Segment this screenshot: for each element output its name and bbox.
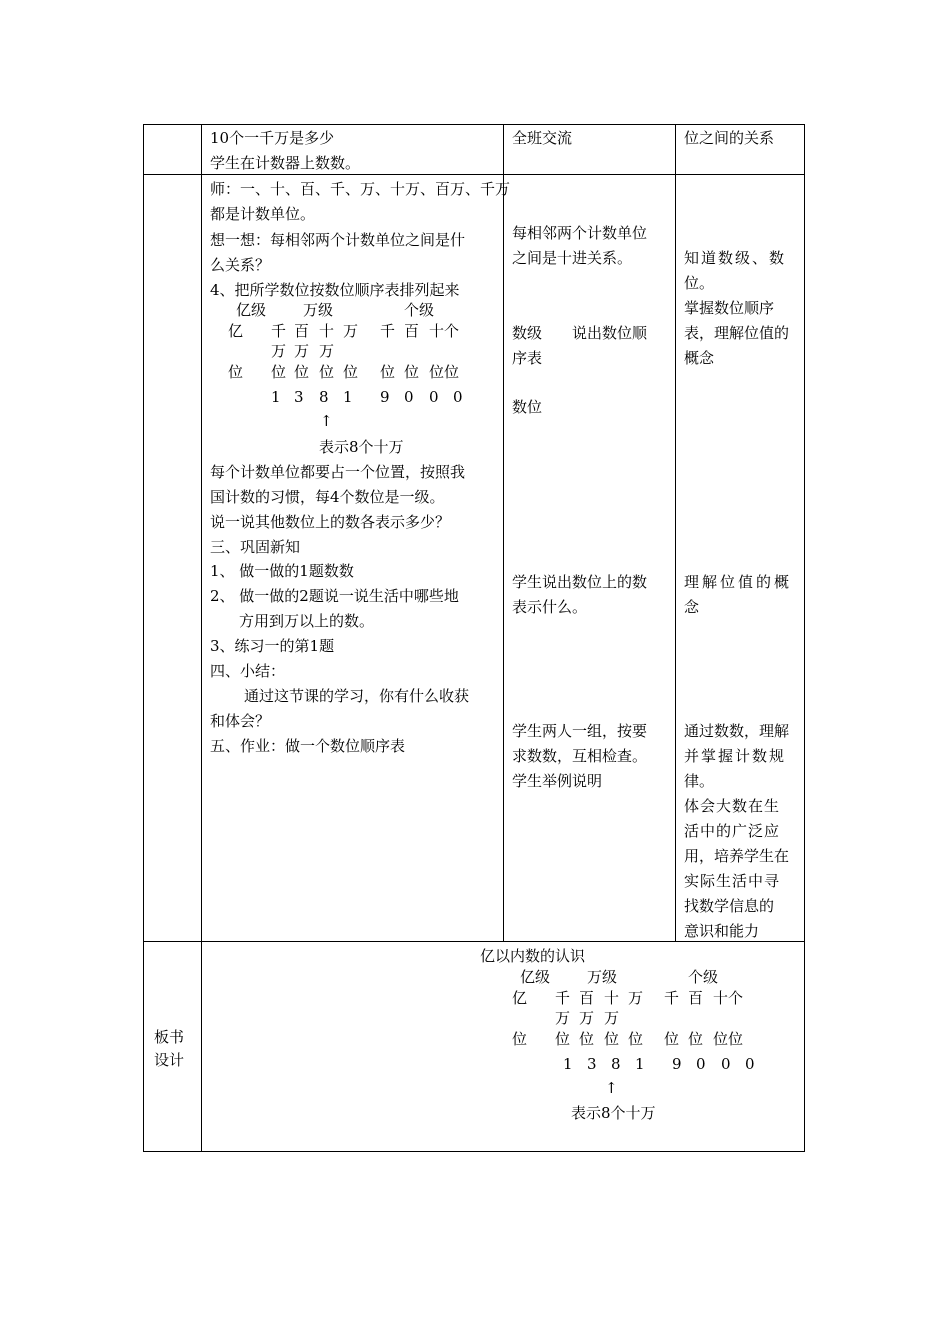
table-border-left <box>143 124 144 1152</box>
content-line: 1、 做一做的1题数数 <box>210 562 354 580</box>
level-label: 万级 <box>303 301 334 319</box>
goal-line: 律。 <box>684 772 715 790</box>
content-line: 说一说其他数位上的数各表示多少？ <box>210 513 451 531</box>
table-border-top <box>143 124 805 125</box>
place-label: 位 <box>343 363 359 381</box>
place-label: 位 <box>319 363 335 381</box>
board-up-arrow-icon: ↑ <box>605 1079 618 1097</box>
activity-line: 学生两人一组，按要 <box>512 722 648 740</box>
digit: 9 <box>380 388 390 406</box>
activity-line: 数位 <box>512 398 543 416</box>
board-unit-label: 百 <box>688 989 704 1007</box>
content-line: 五、作业：做一个数位顺序表 <box>210 737 406 755</box>
content-line: 国计数的习惯，每4个数位是一级。 <box>210 488 445 506</box>
activity-line: 表示什么。 <box>512 598 588 616</box>
content-line: 2、 做一做的2题说一说生活中哪些地 <box>210 587 459 605</box>
row1-goal: 位之间的关系 <box>684 129 775 147</box>
activity-line: 学生说出数位上的数 <box>512 573 648 591</box>
digit: 0 <box>429 388 439 406</box>
board-level-label: 万级 <box>587 968 618 986</box>
unit-label: 十 <box>319 322 335 340</box>
digit: 0 <box>453 388 463 406</box>
unit-label: 万 <box>294 342 310 360</box>
place-label: 位 <box>404 363 420 381</box>
row-divider-1 <box>143 174 805 175</box>
board-place-label: 位 <box>688 1030 704 1048</box>
place-label: 位 <box>380 363 396 381</box>
content-line: 3、练习一的第1题 <box>210 637 335 655</box>
unit-label: 千 <box>380 322 396 340</box>
content-line: 和体会？ <box>210 712 271 730</box>
board-title: 亿以内数的认识 <box>480 947 586 965</box>
board-level-label: 亿级 <box>520 968 551 986</box>
activity-line: 序表 <box>512 349 543 367</box>
content-line: 都是计数单位。 <box>210 205 316 223</box>
board-unit-label: 万 <box>604 1009 620 1027</box>
goal-line: 用，培养学生在 <box>684 847 790 865</box>
board-digit: 9 <box>672 1055 682 1073</box>
level-label: 个级 <box>404 301 435 319</box>
goal-line: 知道数级、数 <box>684 249 787 267</box>
table-border-right <box>804 124 805 1152</box>
board-unit-label: 亿 <box>512 989 528 1007</box>
board-digit: 1 <box>635 1055 645 1073</box>
board-unit-label: 万 <box>555 1009 571 1027</box>
board-place-label: 位 <box>579 1030 595 1048</box>
activity-line: 之间是十进关系。 <box>512 249 633 267</box>
place-label: 位位 <box>429 363 460 381</box>
unit-label: 万 <box>343 322 359 340</box>
activity-line: 每相邻两个计数单位 <box>512 224 648 242</box>
up-arrow-icon: ↑ <box>320 412 333 430</box>
digit: 3 <box>294 388 304 406</box>
board-label: 设计 <box>154 1051 185 1069</box>
row1-content-line: 学生在计数器上数数。 <box>210 154 361 172</box>
board-unit-label: 千 <box>555 989 571 1007</box>
digit: 1 <box>271 388 281 406</box>
activity-line: 求数数，互相检查。 <box>512 747 648 765</box>
level-label: 亿级 <box>236 301 267 319</box>
board-unit-label: 万 <box>628 989 644 1007</box>
board-digit: 1 <box>563 1055 573 1073</box>
table-border-bottom <box>143 1151 805 1152</box>
board-label: 板书 <box>154 1028 185 1046</box>
content-line: 每个计数单位都要占一个位置，按照我 <box>210 463 466 481</box>
board-arrow-note: 表示8个十万 <box>571 1104 656 1122</box>
goal-line: 通过数数，理解 <box>684 722 790 740</box>
goal-line: 活中的广泛应 <box>684 822 781 840</box>
unit-label: 亿 <box>228 322 244 340</box>
board-digit: 0 <box>721 1055 731 1073</box>
unit-label: 百 <box>294 322 310 340</box>
row1-content-line: 10个一千万是多少 <box>210 129 335 147</box>
content-line: 三、巩固新知 <box>210 538 301 556</box>
goal-line: 并掌握计数规 <box>684 747 787 765</box>
board-place-label: 位 <box>628 1030 644 1048</box>
col-divider-3 <box>675 124 676 942</box>
unit-label: 万 <box>319 342 335 360</box>
activity-line: 数级 说出数位顺 <box>512 324 648 342</box>
goal-line: 找数学信息的 <box>684 897 775 915</box>
digit: 8 <box>319 388 329 406</box>
place-label: 位 <box>294 363 310 381</box>
place-label: 位 <box>271 363 287 381</box>
board-unit-label: 百 <box>579 989 595 1007</box>
digit: 1 <box>343 388 353 406</box>
goal-line: 位。 <box>684 274 715 292</box>
content-line: 4、把所学数位按数位顺序表排列起来 <box>210 281 460 299</box>
content-line: 四、小结： <box>210 662 286 680</box>
unit-label: 百 <box>404 322 420 340</box>
row-divider-2 <box>143 941 805 942</box>
board-unit-label: 十 <box>604 989 620 1007</box>
unit-label: 万 <box>271 342 287 360</box>
goal-line: 掌握数位顺序 <box>684 299 775 317</box>
board-unit-label: 万 <box>579 1009 595 1027</box>
content-line: 想一想：每相邻两个计数单位之间是什 <box>210 231 466 249</box>
board-place-label: 位 <box>604 1030 620 1048</box>
col-divider-1 <box>201 124 202 1152</box>
board-digit: 3 <box>587 1055 597 1073</box>
board-place-label: 位位 <box>713 1030 744 1048</box>
arrow-note: 表示8个十万 <box>319 438 404 456</box>
goal-line: 体会大数在生 <box>684 797 781 815</box>
board-digit: 8 <box>611 1055 621 1073</box>
goal-line: 实际生活中寻 <box>684 872 781 890</box>
board-place-label: 位 <box>664 1030 680 1048</box>
goal-line: 意识和能力 <box>684 922 760 940</box>
goal-line: 概念 <box>684 349 715 367</box>
content-line: 么关系？ <box>210 256 271 274</box>
board-unit-label: 十个 <box>713 989 744 1007</box>
content-line: 师：一、十、百、千、万、十万、百万、千万 <box>210 180 511 198</box>
goal-line: 念 <box>684 598 700 616</box>
unit-label: 十个 <box>429 322 460 340</box>
digit: 0 <box>404 388 414 406</box>
board-digit: 0 <box>696 1055 706 1073</box>
goal-line: 表，理解位值的 <box>684 324 790 342</box>
row1-activity: 全班交流 <box>512 129 573 147</box>
content-line: 方用到万以上的数。 <box>239 612 375 630</box>
content-line: 通过这节课的学习，你有什么收获 <box>244 687 470 705</box>
unit-label: 千 <box>271 322 287 340</box>
board-unit-label: 千 <box>664 989 680 1007</box>
board-place-label: 位 <box>555 1030 571 1048</box>
activity-line: 学生举例说明 <box>512 772 603 790</box>
board-place-label: 位 <box>512 1030 528 1048</box>
col-divider-2 <box>503 124 504 942</box>
place-label: 位 <box>228 363 244 381</box>
goal-line: 理解位值的概 <box>684 573 793 591</box>
board-digit: 0 <box>745 1055 755 1073</box>
board-level-label: 个级 <box>688 968 719 986</box>
